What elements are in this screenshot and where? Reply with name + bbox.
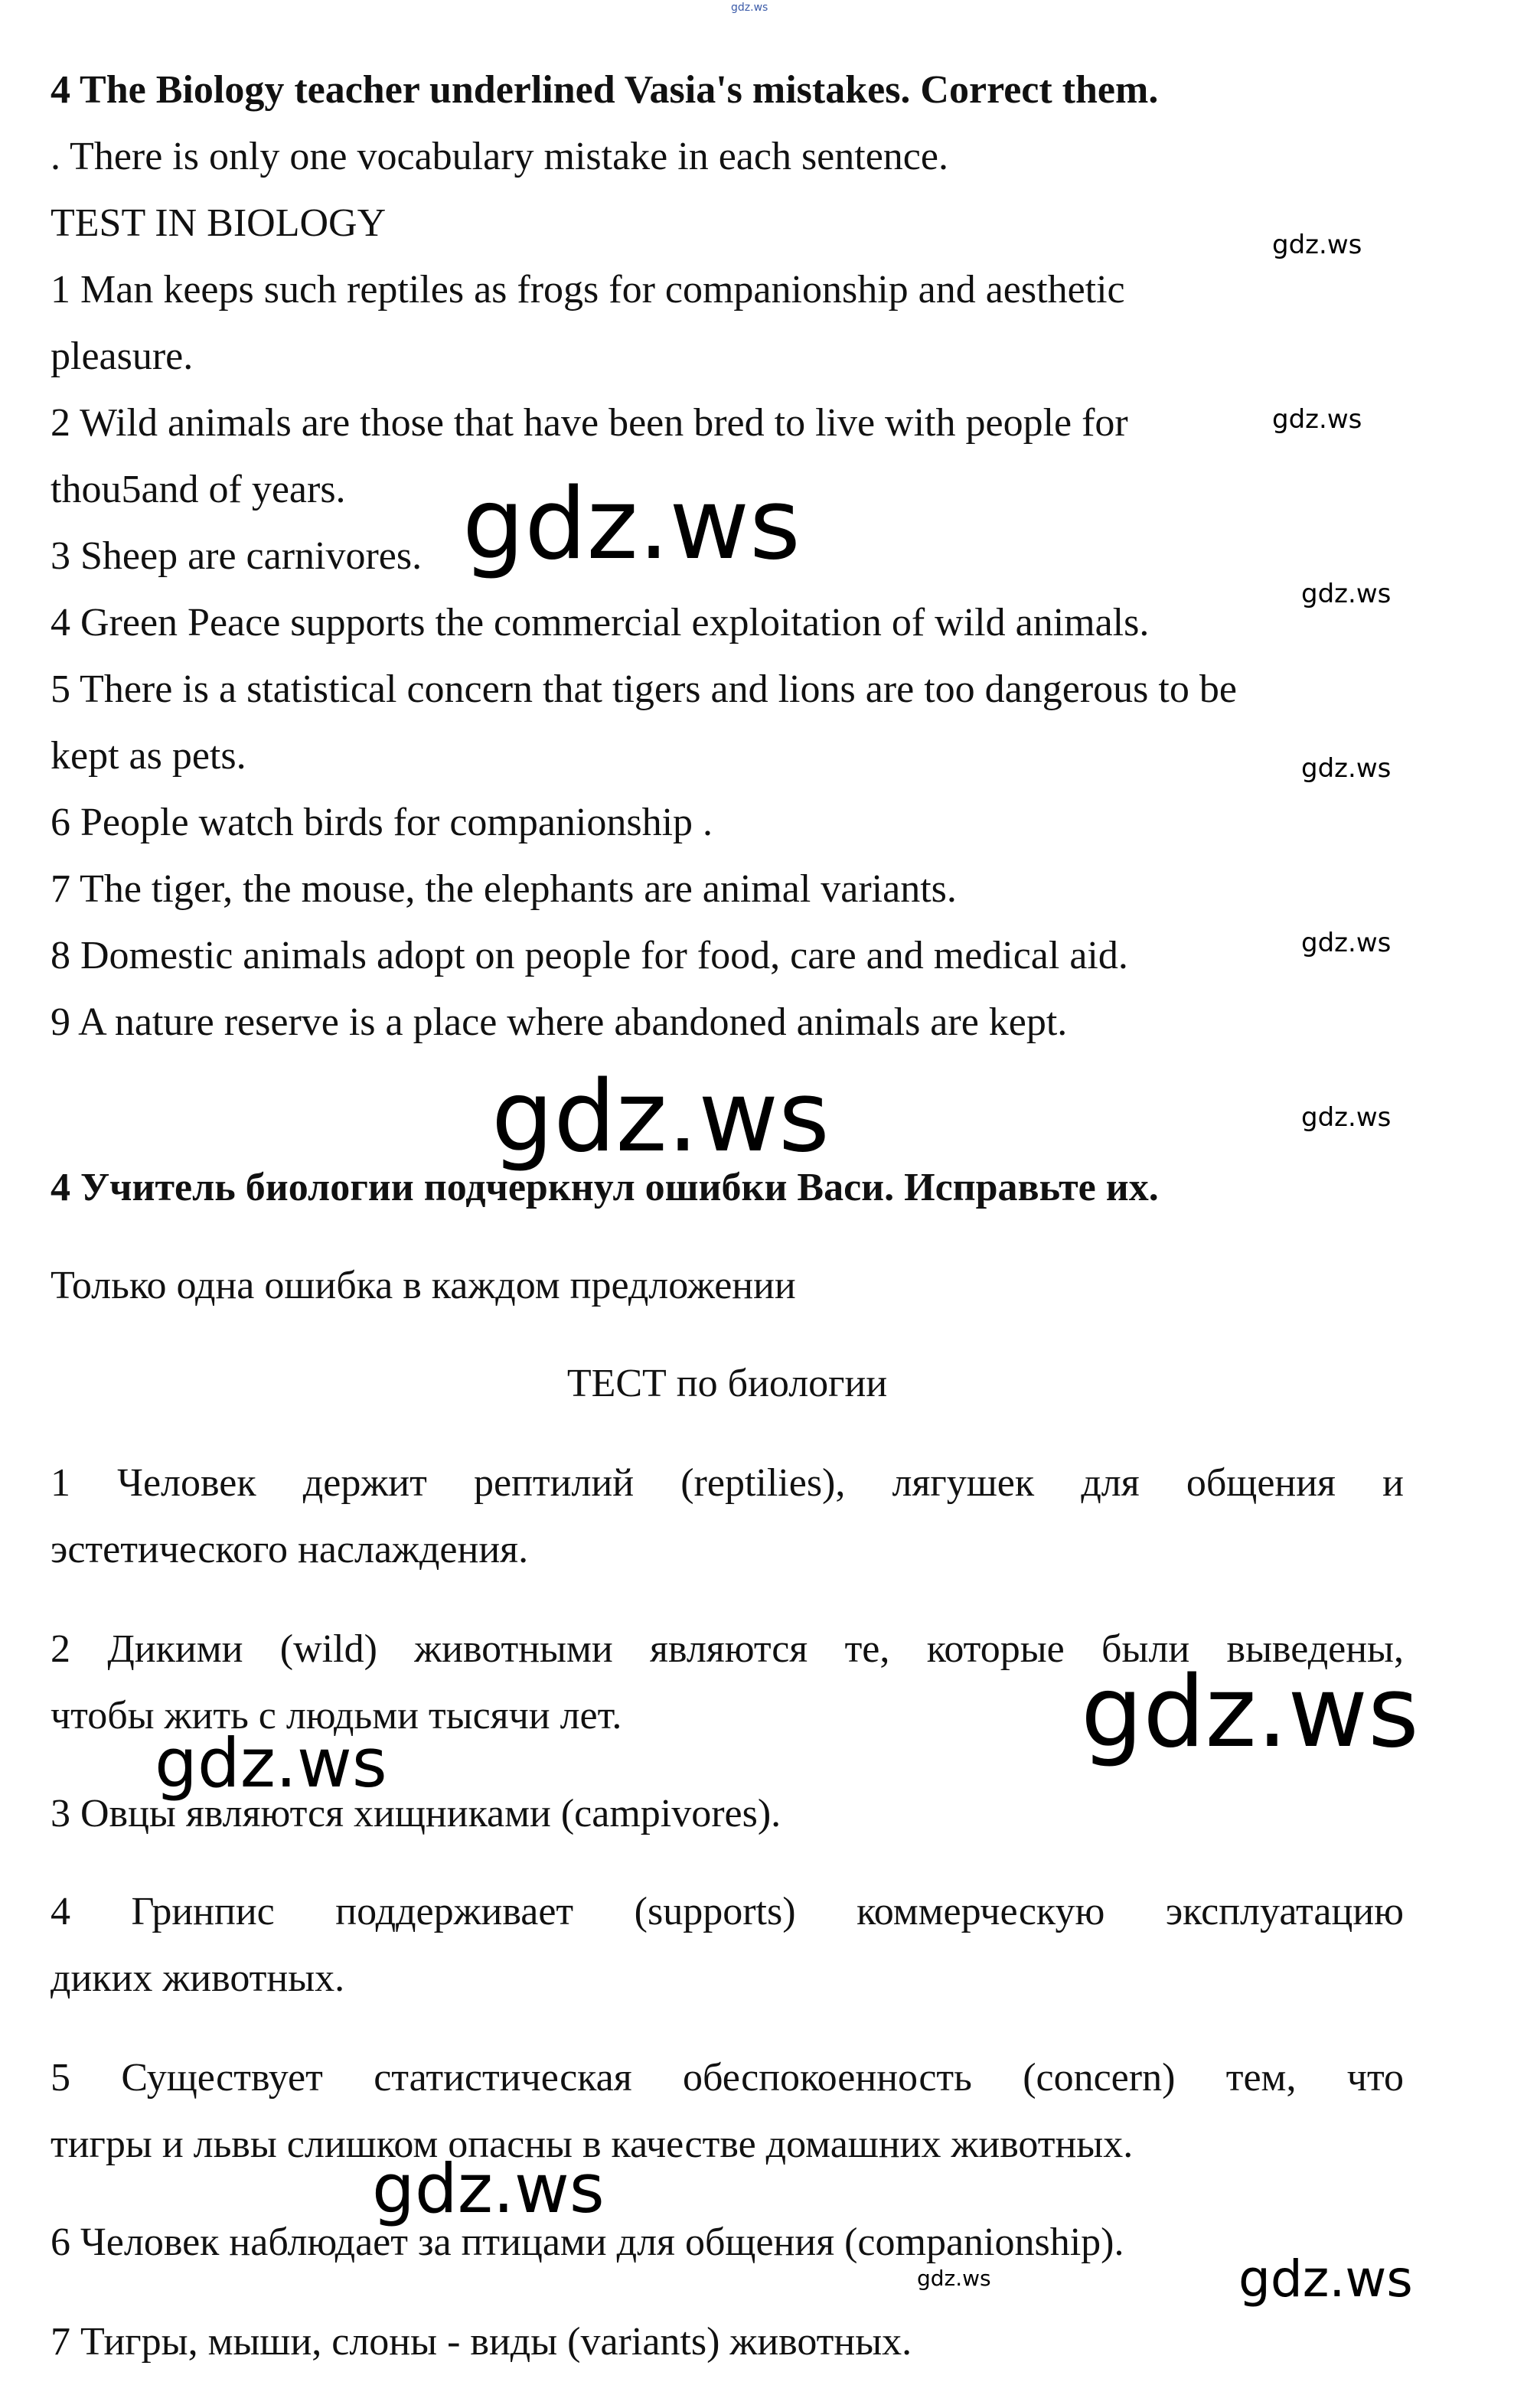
russian-item-line: 4 Гринпис поддерживает (supports) коммерческую эксплуатацию — [51, 1890, 1404, 1933]
watermark-text: gdz.ws — [491, 1060, 830, 1174]
russian-test-title: ТЕСТ по биологии — [566, 1362, 888, 1405]
russian-item-line: эстетического наслаждения. — [51, 1528, 529, 1571]
watermark-text: gdz.ws — [1301, 753, 1392, 784]
russian-item-line: 6 Человек наблюдает за птицами для общения (companionship). — [51, 2220, 1124, 2264]
english-line: 7 The tiger, the mouse, the elephants are animal variants. — [51, 867, 957, 911]
english-line: kept as pets. — [51, 734, 246, 778]
english-test-title: TEST IN BIOLOGY — [51, 201, 387, 245]
russian-item-line: 5 Существует статистическая обеспокоенность (concern) тем, что — [51, 2056, 1404, 2100]
russian-item-line: тигры и львы слишком опасны в качестве домашних животных. — [51, 2122, 1134, 2166]
watermark-text: gdz.ws — [917, 2266, 991, 2291]
watermark-text: gdz.ws — [1272, 404, 1362, 435]
russian-item-line: диких животных. — [51, 1956, 345, 2000]
watermark-text: gdz.ws — [1301, 1102, 1392, 1133]
english-line: 6 People watch birds for companionship . — [51, 801, 713, 844]
english-instruction: . There is only one vocabulary mistake in each sentence. — [51, 135, 948, 178]
watermark-text: gdz.ws — [1272, 230, 1362, 260]
russian-item-line: 1 Человек держит рептилий (reptilies), лягушек для общения и — [51, 1461, 1404, 1505]
english-line: 4 Green Peace supports the commercial exploitation of wild animals. — [51, 601, 1150, 644]
russian-instruction: Только одна ошибка в каждом предложении — [51, 1264, 796, 1307]
russian-item-line: 2 Дикими (wild) животными являются те, которые были выведены, — [51, 1627, 1404, 1671]
watermark-text: gdz.ws — [155, 1724, 387, 1803]
english-line: pleasure. — [51, 334, 194, 378]
english-heading: 4 The Biology teacher underlined Vasia's mistakes. Correct them. — [51, 68, 1159, 112]
english-line: 3 Sheep are carnivores. — [51, 534, 423, 578]
watermark-text: gdz.ws — [1301, 579, 1392, 609]
watermark-text: gdz.ws — [372, 2149, 605, 2228]
english-line: thou5and of years. — [51, 468, 346, 511]
russian-item-line: чтобы жить с людьми тысячи лет. — [51, 1694, 622, 1737]
english-line: 9 A nature reserve is a place where abandoned animals are kept. — [51, 1000, 1068, 1044]
english-line: 2 Wild animals are those that have been bred to live with people for — [51, 401, 1128, 445]
watermark-text: gdz.ws — [1081, 1656, 1419, 1770]
watermark-text: gdz.ws — [1301, 928, 1392, 958]
watermark-text: gdz.ws — [731, 2, 768, 14]
russian-heading: 4 Учитель биологии подчеркнул ошибки Васи. Исправьте их. — [51, 1166, 1159, 1209]
watermark-text: gdz.ws — [1238, 2250, 1413, 2308]
russian-item-line: 7 Тигры, мыши, слоны - виды (variants) животных. — [51, 2320, 912, 2364]
watermark-text: gdz.ws — [462, 468, 801, 582]
english-line: 5 There is a statistical concern that tigers and lions are too dangerous to be — [51, 667, 1237, 711]
english-line: 8 Domestic animals adopt on people for food, care and medical aid. — [51, 934, 1128, 977]
russian-item-line: 3 Овцы являются хищниками (campivores). — [51, 1792, 781, 1835]
english-line: 1 Man keeps such reptiles as frogs for companionship and aesthetic — [51, 268, 1125, 312]
